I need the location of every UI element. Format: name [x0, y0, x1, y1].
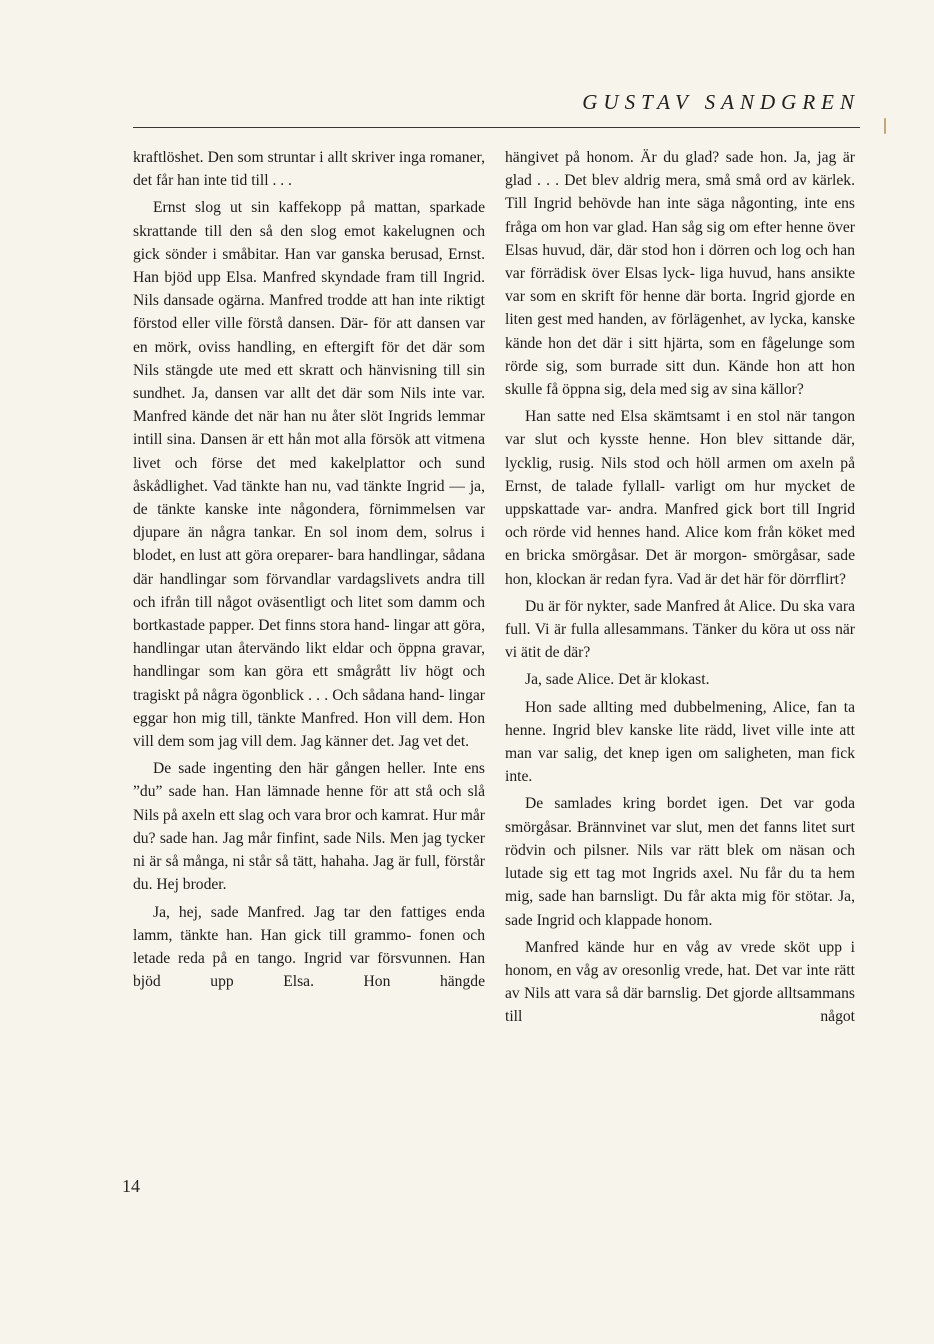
header-rule [133, 127, 860, 128]
right-column [505, 146, 855, 1033]
paragraph: De sade ingenting den här gången heller. Inte ens ”du” sade han. Han lämnade henne för att stå och slå Nils på axeln ett slag och vara bror och kamrat. Hur mår du? sade han. Jag mår finfint, sade Nils. Men jag tycker ni är så många, ni står så tätt, hahaha. Jag är full, förstår du. Hej broder. [133, 760, 485, 894]
paragraph: Ja, hej, sade Manfred. Jag tar den fattiges enda lamm, tänkte han. Han gick till grammo- fonen och letade reda på en tango. Ingrid var försvunnen. Han bjöd upp Elsa. Hon hängde [133, 903, 485, 991]
paragraph: Ernst slog ut sin kaffekopp på mattan, sparkade skrattande till den så den slog emot kakelugnen och gick sönder i småbitar. Han var ganska berusad, Ernst. Han bjöd upp Elsa. Manfred skyndade fram till Ingrid. Nils dansade ogärna. Manfred trodde att han inte riktigt förstod eller ville förstå dansen. Där- för att dansen var en mörk, oviss handling, en eftergift för det där som Nils stängde ute med ett skratt och hänvisning till sin sundhet. Ja, dansen var allt det där som Nils inte var. Manfred kände det när han nu åter slöt Ingrids lemmar intill sina. Dansen är ett hån mot alla försök att vitmena livet och förse det med kakelplattor och sund åskådlighet. Vad tänkte han nu, vad tänkte Ingrid — ja, de tänkte kanske inte någondera, förnimmelsen var djupare än några tankar. En sol inom dem, solrus i blodet, en lust att göra oreparer- bara handlingar, sådana där handlingar som förvandlar vardagslivets andra till och ifrån till något oväsentligt och litet som damm och bortkastade papper. Det finns stora hand- lingar att göra, handlingar utan återvändo likt eldar och öppna gravar, handlingar som kan göra ett smågrått liv högt och tragiskt på några ögonblick . . . Och sådana hand- lingar eggar hon mig till, tänkte Manfred. Hon vill dem. Hon vill dem som jag vill dem. Jag känner det. Jag vet det. [133, 199, 485, 751]
paragraph: Du är för nykter, sade Manfred åt Alice. Du ska vara full. Vi är fulla allesammans. Tänker du köra ut oss när vi ätit de där? [505, 597, 855, 662]
left-column [133, 146, 485, 997]
running-title: GUSTAV SANDGREN [582, 90, 860, 114]
paragraph: Manfred kände hur en våg av vrede sköt upp i honom, en våg av oresonlig vrede, hat. Det var inte rätt av Nils att vara så där barnslig. Det gjorde alltsammans till något [505, 938, 855, 1026]
paragraph: hängivet på honom. Är du glad? sade hon. Ja, jag är glad . . . Det blev aldrig mera, små små ord av kärlek. Till Ingrid behövde han inte säga någonting, inte ens fråga om hon var glad. Han såg sig om efter henne över Elsas huvud, där, där stod hon i dörren och log och han var förrädisk över Elsas lyck- liga huvud, hans ansikte var som en skrift för henne där borta. Ingrid gjorde en liten gest med handen, av förlägenhet, av lycka, kanske kände hon det där i sitt hjärta, som en fågelunge som rörde sig, som burrade sitt dun. Kände hon att hon skulle få öppna sig, dela med sig av sina källor? [505, 149, 855, 399]
paragraph: Han satte ned Elsa skämtsamt i en stol när tangon var slut och kysste henne. Hon blev sittande där, lycklig, rusig. Nils stod och höll armen om axeln på Ernst, de talade fyllall- varligt om hur mycket de uppskattade var- andra. Manfred gick bort till Ingrid och rörde vid hennes hand. Alice kom från köket med en bricka smörgåsar. Det är morgon- smörgåsar, sade hon, klockan är redan fyra. Vad är det här för dörrflirt? [505, 408, 855, 588]
paragraph: Ja, sade Alice. Det är klokast. [525, 671, 710, 689]
paragraph: De samlades kring bordet igen. Det var goda smörgåsar. Brännvinet var slut, men det fanns litet surt rödvin och pilsner. Nils var rätt blek om näsan och lutade sig ett tag mot Ingrids axel. Nu får du ta hem mig, sade han barnsligt. Du får akta mig för stötar. Ja, sade Ingrid och klappade honom. [505, 795, 855, 929]
paragraph: Hon sade allting med dubbelmening, Alice, fan ta henne. Ingrid blev kanske lite rädd, livet ville inte att man var salig, det knep igen om saligheten, man fick inte. [505, 698, 855, 786]
margin-mark [884, 118, 886, 134]
page-number: 14 [122, 1176, 140, 1196]
paragraph: kraftlöshet. Den som struntar i allt skriver inga romaner, det får han inte tid till . . . [133, 149, 485, 190]
